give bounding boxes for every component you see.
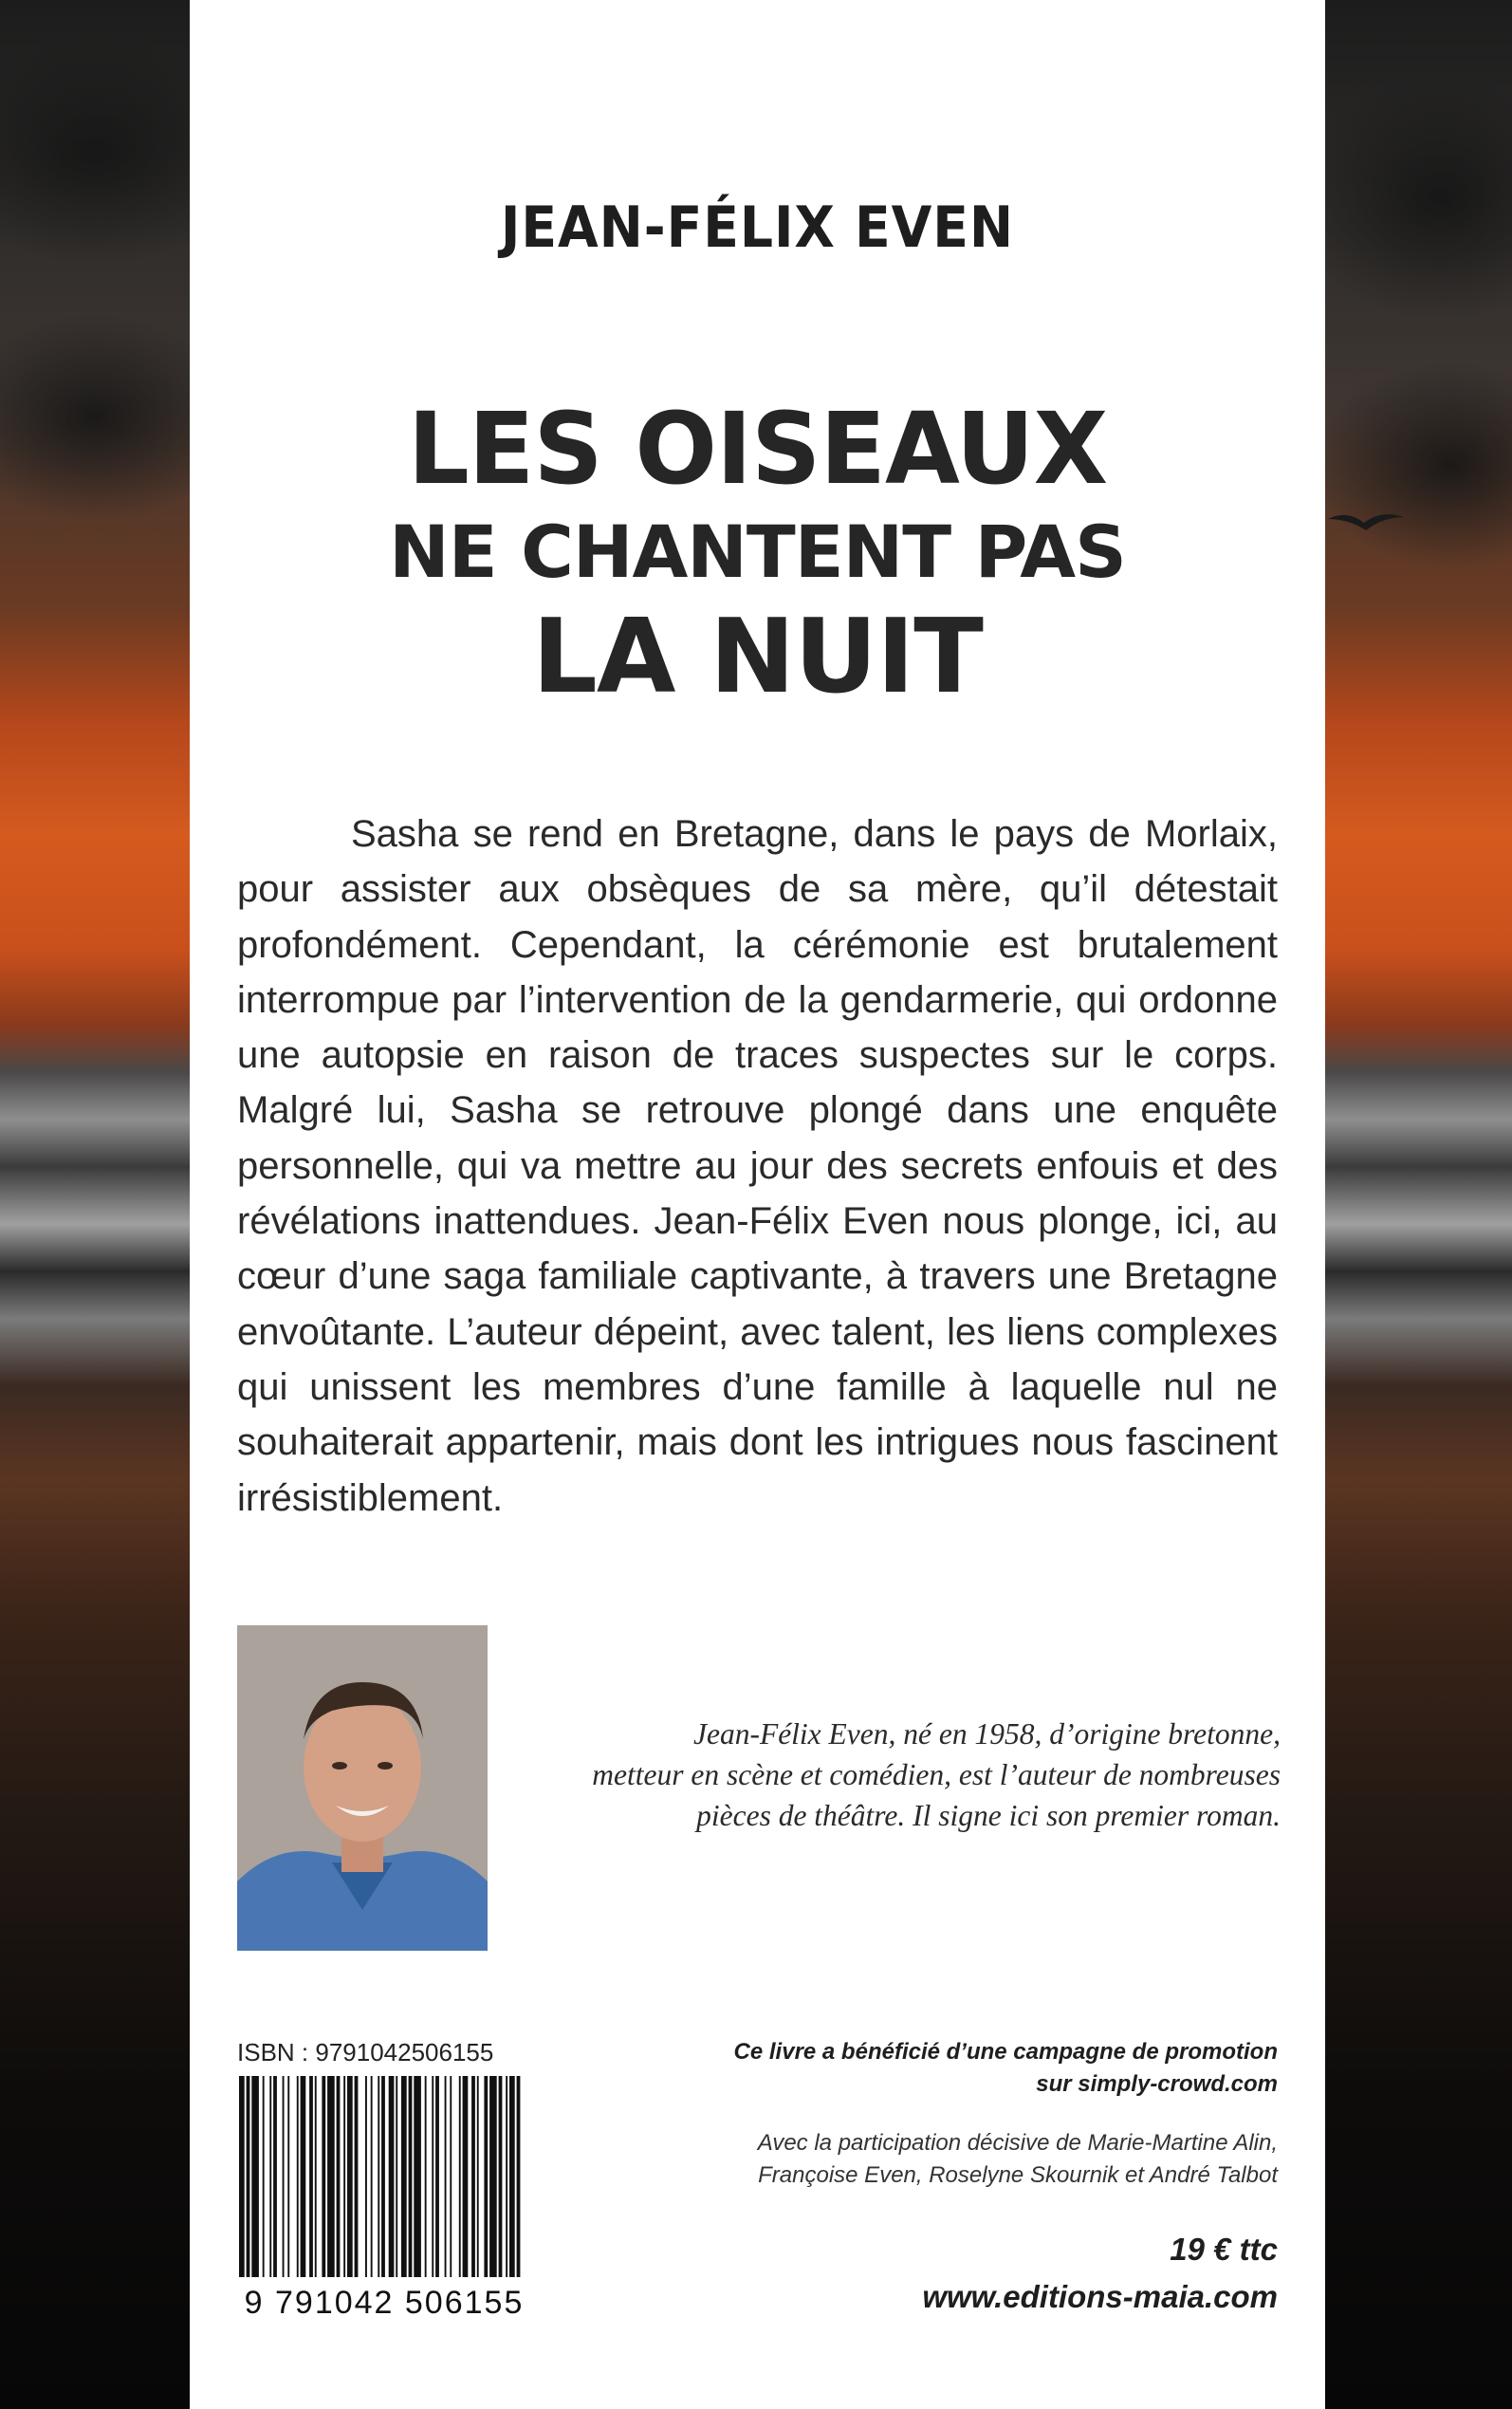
barcode-bar: [355, 2076, 359, 2277]
barcode-bar: [432, 2076, 433, 2277]
barcode-bar: [347, 2076, 353, 2277]
barcode-bar: [247, 2076, 250, 2277]
title-line-3: LA NUIT: [532, 598, 983, 716]
acknowledgements: [614, 2127, 1278, 2192]
barcode-bar: [269, 2076, 271, 2277]
barcode: [237, 2076, 531, 2323]
barcode-bar: [381, 2076, 385, 2277]
barcode-bar: [450, 2076, 452, 2277]
barcode-bar: [509, 2076, 515, 2277]
barcode-bar: [327, 2076, 335, 2277]
barcode-bar: [365, 2076, 367, 2277]
promotion-note: [614, 2036, 1278, 2101]
isbn-label: ISBN : 9791042506155: [237, 2038, 494, 2066]
barcode-bar: [463, 2076, 469, 2277]
barcode-bar: [378, 2076, 379, 2277]
barcode-bar: [309, 2076, 313, 2277]
title-line-2: NE CHANTENT PAS: [389, 510, 1126, 594]
author-bio: [493, 1714, 1281, 1836]
barcode-bar: [506, 2076, 507, 2277]
barcode-bar: [371, 2076, 373, 2277]
barcode-bar: [297, 2076, 299, 2277]
bird-silhouette: [1328, 508, 1404, 536]
barcode-bar: [414, 2076, 421, 2277]
barcode-bar: [337, 2076, 341, 2277]
synopsis-text: Sasha se rend en Bretagne, dans le pays de Morlaix, pour assister aux obsèques de sa mère, qu’il détestait profondément. Cependant, la cérémonie est brutalement interrompue par l’intervention de la gendarmerie, qui ordonne une autopsie en raison de traces suspectes sur le corps. Malgré lui, Sasha se retrouve plongé dans une enquête personnelle, qui va mettre au jour des secrets enfouis et des révélations inattendues. Jean-Félix Even nous plonge, ici, au cœur d’une saga familiale captivante, à travers une Bretagne envoûtante. L’auteur dépeint, avec talent, les liens complexes qui unissent les membres d’une famille à laquelle nul ne souhaiterait appartenir, mais dont les intrigues nous fascinent irrésistiblement.: [237, 813, 1278, 1519]
title-line-1: LES OISEAUX: [407, 391, 1108, 507]
author-photo: [237, 1625, 488, 1951]
bio-line-2: metteur en scène et comédien, est l’auteur de nombreuses: [592, 1758, 1281, 1791]
price: 19 € ttc: [1170, 2232, 1278, 2267]
barcode-bar: [471, 2076, 475, 2277]
barcode-bar: [239, 2076, 245, 2277]
barcode-bar: [343, 2076, 345, 2277]
barcode-bar: [477, 2076, 479, 2277]
barcode-bar: [459, 2076, 461, 2277]
bio-line-1: Jean-Félix Even, né en 1958, d’origine bretonne,: [693, 1717, 1281, 1751]
barcode-bar: [445, 2076, 447, 2277]
barcode-bar: [322, 2076, 325, 2277]
barcode-bar: [435, 2076, 439, 2277]
bio-line-3: pièces de théâtre. Il signe ici son premier roman.: [696, 1799, 1281, 1832]
barcode-bar: [273, 2076, 277, 2277]
barcode-bar: [263, 2076, 265, 2277]
barcode-bar: [517, 2076, 521, 2277]
promo-line-1: Ce livre a bénéficié d’une campagne de promotion: [733, 2039, 1278, 2065]
barcode-bar: [425, 2076, 427, 2277]
barcode-bar: [301, 2076, 306, 2277]
barcode-bar: [396, 2076, 397, 2277]
author-name: JEAN-FÉLIX EVEN: [500, 195, 1015, 261]
barcode-digits: 9 791042 506155: [244, 2285, 525, 2321]
barcode-bar: [409, 2076, 413, 2277]
thanks-line-2: Françoise Even, Roselyne Skournik et André Talbot: [758, 2162, 1278, 2188]
publisher-website: www.editions-maia.com: [922, 2279, 1278, 2314]
barcode-bar: [283, 2076, 285, 2277]
barcode-bar: [315, 2076, 317, 2277]
barcode-bar: [389, 2076, 395, 2277]
barcode-bar: [401, 2076, 407, 2277]
barcode-bar: [484, 2076, 488, 2277]
barcode-bar: [499, 2076, 503, 2277]
barcode-bar: [251, 2076, 259, 2277]
barcode-bar: [489, 2076, 497, 2277]
promo-line-2: sur simply-crowd.com: [1036, 2071, 1278, 2097]
thanks-line-1: Avec la participation décisive de Marie-Martine Alin,: [757, 2130, 1278, 2156]
cloud: [1309, 361, 1512, 569]
barcode-bar: [287, 2076, 289, 2277]
